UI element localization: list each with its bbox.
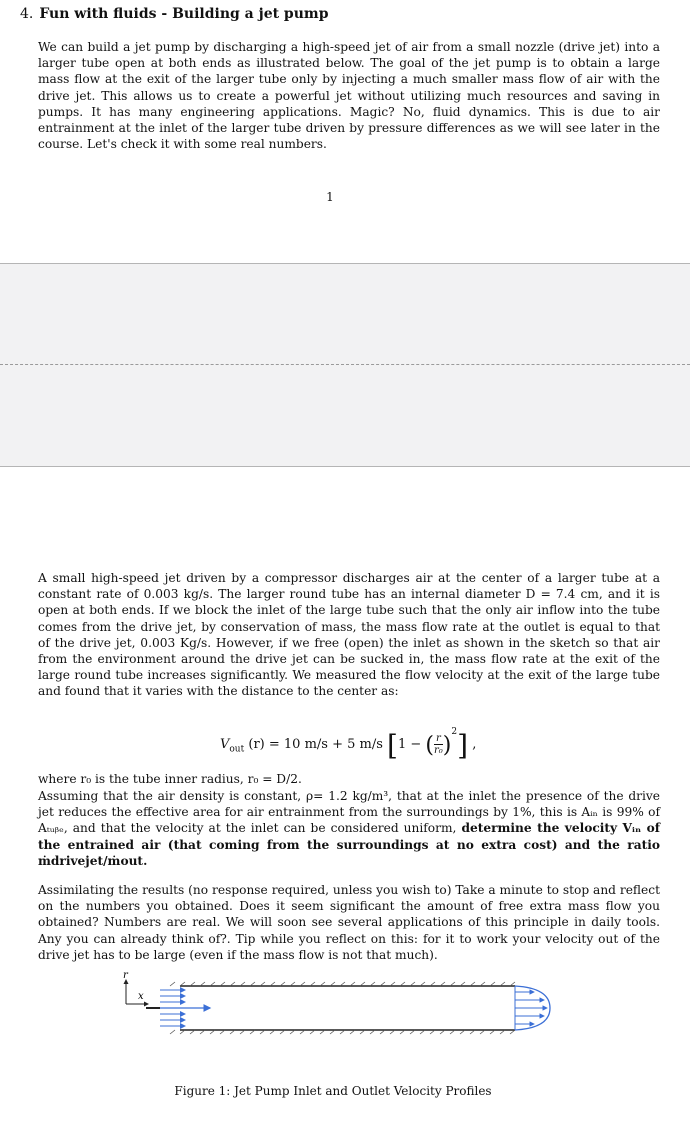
- eq-open-paren: (: [425, 733, 434, 758]
- axis-x-label: x: [138, 991, 144, 1002]
- tube-wall-hatching: [170, 982, 515, 1034]
- jet-pump-figure: [110, 968, 560, 1050]
- eq-lhs-sub: out: [229, 744, 245, 755]
- page-break-dashed-line: [0, 364, 690, 365]
- problem-paragraph: A small high-speed jet driven by a compressor discharges air at the center of a larger tube at a constant rate of 0.003 kg/s. The larger round tube has an internal diameter D = 7.4 cm, and it is open at both ends. If we block the inlet of the large tube such that the only air inflow into the tube comes from the drive jet, by conservation of mass, the mass flow rate at the outlet is equal to that of the drive jet, 0.003 Kg/s. However, if we free (open) the inlet as shown in the sketch so that air from the environment around the drive jet can be sucked in, the mass flow rate at the exit of the large round tube increases significantly. We measured the flow velocity at the exit of the large tube and found that it varies with the distance to the center as:: [38, 571, 660, 699]
- section-title: [20, 6, 329, 22]
- page-number: 1: [326, 190, 334, 204]
- page-break-band: [0, 263, 690, 467]
- eq-frac-den: r₀: [434, 745, 443, 756]
- eq-lhs-arg: (r) = 10 m/s + 5 m/s: [248, 737, 383, 752]
- velocity-equation: [220, 722, 476, 760]
- section-heading: Fun with fluids - Building a jet pump: [39, 6, 329, 22]
- eq-fraction: [434, 733, 443, 756]
- outlet-velocity-profile: [515, 986, 550, 1030]
- eq-frac-num: r: [434, 733, 443, 745]
- eq-one-minus: 1 −: [397, 737, 422, 752]
- assuming-text: Assuming that the air density is constant, ρ= 1.2 kg/m³, that at the inlet the presence of the drive jet reduces the effective area for air entrainment from the surroundings by 1%, this is Aᵢₙ is 99% of Aₜᵤᵦₑ, and that the velocity at the inlet can be considered uniform,: [38, 789, 660, 836]
- eq-close-bracket: ]: [457, 729, 469, 762]
- assimilating-paragraph: Assimilating the results (no response required, unless you wish to) Take a minute to stop and reflect on the numbers you obtained. Does it seem significant the amount of free extra mass flow you obtained? Numbers are real. We will soon see several applications of this principle in daily tools. Any you can already think of?. Tip while you reflect on this: for it to work your velocity out of the drive jet has to be large (even if the mass flow is not that much).: [38, 883, 660, 962]
- eq-exponent: 2: [451, 727, 458, 737]
- assuming-task: determine the velocity Vᵢₙ of the entrained air (that coming from the surroundings at no extra cost) and the ratio ṁdrivejet/ṁout.: [38, 821, 660, 868]
- eq-lhs-var: V: [220, 737, 230, 752]
- assuming-paragraph: [38, 788, 660, 869]
- axis-r-label: r: [123, 970, 128, 981]
- where-line: where r₀ is the tube inner radius, r₀ = D/2.: [38, 772, 302, 786]
- intro-paragraph: We can build a jet pump by discharging a high-speed jet of air from a small nozzle (drive jet) into a larger tube open at both ends as illustrated below. The goal of the jet pump is to obtain a large mass flow at the exit of the larger tube only by injecting a much smaller mass flow of air with the drive jet. This allows us to create a powerful jet without utilizing much resources and saving in pumps. It has many engineering applications. Magic? No, fluid dynamics. This is due to air entrainment at the inlet of the larger tube driven by pressure differences as we will see later in the course. Let's check it with some real numbers.: [38, 40, 660, 152]
- figure-caption: Figure 1: Jet Pump Inlet and Outlet Velocity Profiles: [174, 1084, 492, 1098]
- eq-open-bracket: [: [387, 729, 398, 762]
- eq-trail: ,: [472, 737, 477, 752]
- eq-close-paren: ): [442, 733, 452, 758]
- section-number: 4.: [20, 6, 34, 22]
